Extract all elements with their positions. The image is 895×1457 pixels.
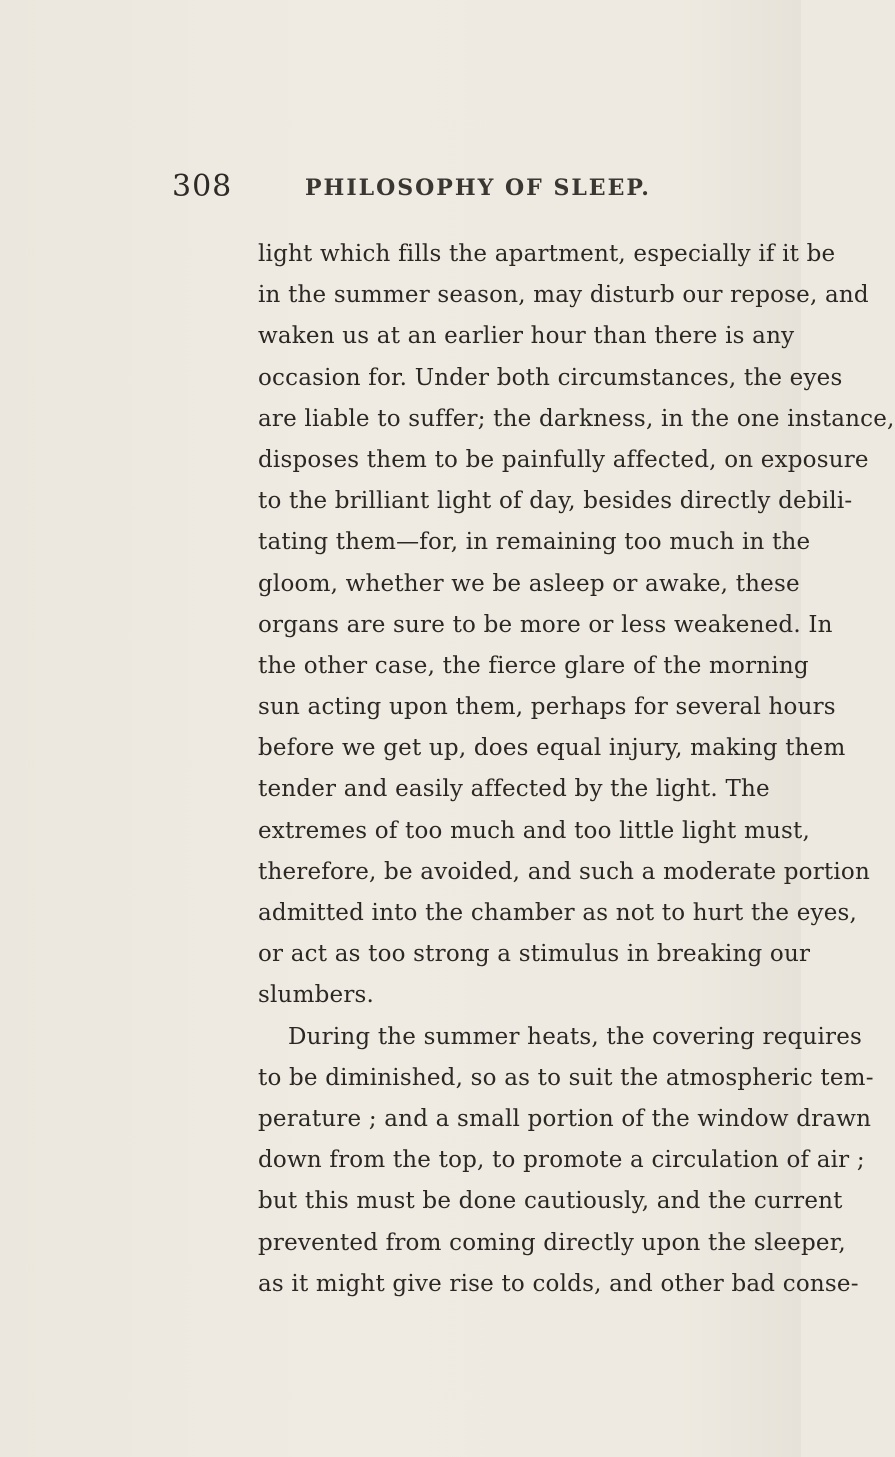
text-line: During the summer heats, the covering requires (288, 1023, 863, 1050)
text-line: prevented from coming directly upon the sleeper, (258, 1229, 846, 1256)
paragraph-2 (258, 1017, 874, 1305)
text-line: sun acting upon them, perhaps for several hours (258, 694, 836, 721)
text-line: are liable to suffer; the darkness, in the one instance, (258, 405, 895, 432)
text-line: therefore, be avoided, and such a moderate portion (258, 858, 870, 885)
text-line: to be diminished, so as to suit the atmospheric tem- (258, 1064, 874, 1091)
text-line: gloom, whether we be asleep or awake, these (258, 570, 800, 597)
text-line: to the brilliant light of day, besides directly debili- (258, 488, 853, 515)
text-line: or act as too strong a stimulus in breaking our (258, 941, 811, 968)
paragraph-1 (258, 234, 895, 1017)
text-line: admitted into the chamber as not to hurt the eyes, (258, 900, 858, 926)
text-line: but this must be done cautiously, and the current (258, 1188, 843, 1215)
text-line: perature ; and a small portion of the window drawn (258, 1105, 872, 1132)
running-head (0, 162, 801, 212)
text-line: extremes of too much and too little light must, (258, 817, 810, 844)
text-line: light which fills the apartment, especially if it be (258, 241, 836, 267)
text-line: occasion for. Under both circumstances, the eyes (258, 364, 843, 391)
text-line: down from the top, to promote a circulation of air ; (258, 1147, 865, 1174)
text-line: before we get up, does equal injury, making them (258, 735, 846, 762)
page-number: 308 (172, 169, 233, 204)
text-line: slumbers. (258, 982, 375, 1009)
text-line: the other case, the fierce glare of the morning (258, 652, 809, 679)
running-title: PHILOSOPHY OF SLEEP. (305, 175, 651, 201)
text-line: tating them—for, in remaining too much in the (258, 529, 811, 556)
text-line: tender and easily affected by the light. The (258, 776, 770, 803)
text-line: as it might give rise to colds, and other bad conse- (258, 1270, 859, 1297)
body-text (258, 234, 895, 1305)
text-line: in the summer season, may disturb our repose, and (258, 282, 869, 309)
text-line: waken us at an earlier hour than there is any (258, 323, 795, 350)
text-line: disposes them to be painfully affected, on exposure (258, 446, 869, 473)
text-line: organs are sure to be more or less weakened. In (258, 611, 833, 638)
